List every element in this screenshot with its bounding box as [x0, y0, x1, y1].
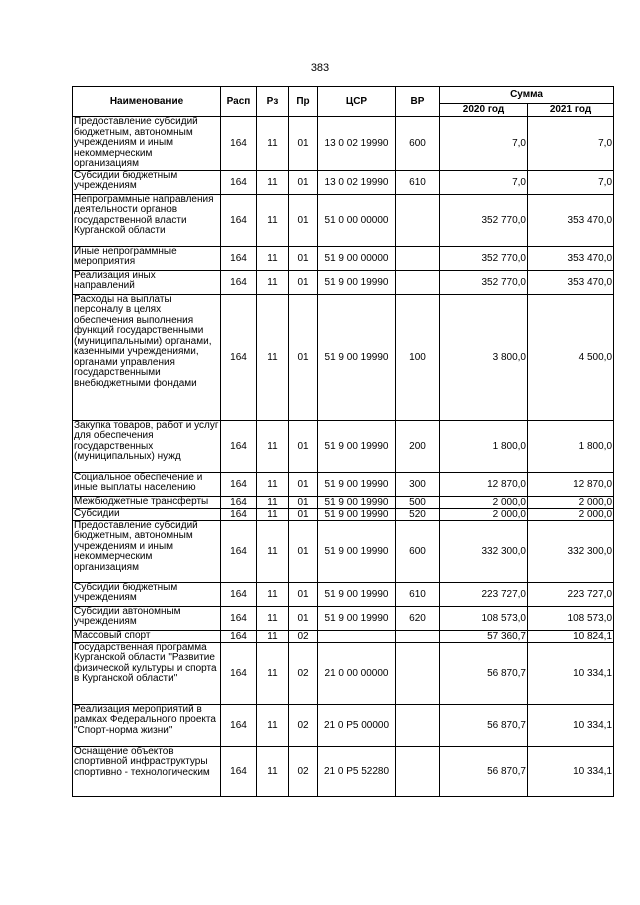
cell-vr: 610 [396, 582, 440, 606]
cell-rasp: 164 [221, 704, 257, 746]
cell-2021: 353 470,0 [528, 194, 614, 246]
header-2021: 2021 год [528, 104, 614, 117]
cell-csr: 51 9 00 19990 [318, 606, 396, 630]
cell-csr: 51 9 00 19990 [318, 520, 396, 582]
header-vr: ВР [396, 87, 440, 117]
cell-name: Предоставление субсидий бюджетным, автономным учреждениям и иным некоммерческим организациям [73, 117, 221, 171]
header-pr: Пр [289, 87, 318, 117]
cell-pr: 02 [289, 642, 318, 704]
cell-2020: 7,0 [440, 170, 528, 194]
cell-pr: 01 [289, 194, 318, 246]
cell-pr: 01 [289, 170, 318, 194]
cell-rz: 11 [257, 270, 289, 294]
cell-rasp: 164 [221, 170, 257, 194]
cell-pr: 01 [289, 472, 318, 496]
cell-rasp: 164 [221, 520, 257, 582]
cell-rz: 11 [257, 630, 289, 642]
cell-pr: 02 [289, 746, 318, 796]
cell-name: Социальное обеспечение и иные выплаты населению [73, 472, 221, 496]
cell-name: Закупка товаров, работ и услуг для обеспечения государственных (муниципальных) нужд [73, 420, 221, 472]
cell-csr: 51 9 00 19990 [318, 508, 396, 520]
cell-pr: 01 [289, 294, 318, 420]
cell-rasp: 164 [221, 246, 257, 270]
table-row [73, 472, 614, 496]
cell-2020: 332 300,0 [440, 520, 528, 582]
cell-2021: 7,0 [528, 170, 614, 194]
cell-csr: 51 0 00 00000 [318, 194, 396, 246]
cell-2020: 56 870,7 [440, 746, 528, 796]
cell-csr [318, 630, 396, 642]
cell-2021: 10 334,1 [528, 704, 614, 746]
cell-2020: 57 360,7 [440, 630, 528, 642]
cell-name: Государственная программа Курганской области "Развитие физической культуры и спорта в Курганской области" [73, 642, 221, 704]
table-row [73, 117, 614, 171]
header-rz: Рз [257, 87, 289, 117]
cell-pr: 01 [289, 117, 318, 171]
table-row [73, 582, 614, 606]
cell-name: Расходы на выплаты персоналу в целях обеспечения выполнения функций государственными (муниципальными) органами, казенными учреждениями, органами управления государственными внебюджетными фондами [73, 294, 221, 420]
cell-pr: 01 [289, 606, 318, 630]
cell-vr: 300 [396, 472, 440, 496]
cell-rz: 11 [257, 170, 289, 194]
cell-rasp: 164 [221, 606, 257, 630]
cell-csr: 51 9 00 19990 [318, 472, 396, 496]
cell-name: Субсидии бюджетным учреждениям [73, 582, 221, 606]
cell-rasp: 164 [221, 194, 257, 246]
cell-rasp: 164 [221, 294, 257, 420]
cell-name: Предоставление субсидий бюджетным, автономным учреждениям и иным некоммерческим организациям [73, 520, 221, 582]
cell-2020: 7,0 [440, 117, 528, 171]
cell-csr: 13 0 02 19990 [318, 117, 396, 171]
cell-2021: 2 000,0 [528, 496, 614, 508]
cell-pr: 01 [289, 508, 318, 520]
table-row [73, 194, 614, 246]
cell-rz: 11 [257, 117, 289, 171]
cell-rz: 11 [257, 606, 289, 630]
cell-2020: 1 800,0 [440, 420, 528, 472]
cell-rz: 11 [257, 294, 289, 420]
cell-pr: 01 [289, 420, 318, 472]
cell-csr: 51 9 00 00000 [318, 246, 396, 270]
cell-2021: 353 470,0 [528, 270, 614, 294]
cell-rz: 11 [257, 704, 289, 746]
cell-vr [396, 642, 440, 704]
cell-2020: 12 870,0 [440, 472, 528, 496]
cell-vr [396, 630, 440, 642]
cell-rz: 11 [257, 194, 289, 246]
cell-2021: 10 334,1 [528, 746, 614, 796]
cell-csr: 13 0 02 19990 [318, 170, 396, 194]
cell-rasp: 164 [221, 746, 257, 796]
cell-csr: 51 9 00 19990 [318, 420, 396, 472]
cell-rasp: 164 [221, 496, 257, 508]
header-csr: ЦСР [318, 87, 396, 117]
table-row [73, 294, 614, 420]
table-row [73, 704, 614, 746]
cell-vr: 520 [396, 508, 440, 520]
cell-rasp: 164 [221, 642, 257, 704]
cell-pr: 01 [289, 270, 318, 294]
cell-rz: 11 [257, 520, 289, 582]
cell-csr: 51 9 00 19990 [318, 294, 396, 420]
cell-2021: 10 824,1 [528, 630, 614, 642]
cell-pr: 01 [289, 582, 318, 606]
header-2020: 2020 год [440, 104, 528, 117]
table-row [73, 246, 614, 270]
cell-2020: 2 000,0 [440, 508, 528, 520]
cell-csr: 51 9 00 19990 [318, 496, 396, 508]
cell-2021: 10 334,1 [528, 642, 614, 704]
cell-pr: 02 [289, 630, 318, 642]
cell-2021: 108 573,0 [528, 606, 614, 630]
cell-vr [396, 194, 440, 246]
cell-pr: 01 [289, 520, 318, 582]
cell-pr: 02 [289, 704, 318, 746]
cell-vr [396, 270, 440, 294]
cell-vr [396, 704, 440, 746]
cell-rz: 11 [257, 582, 289, 606]
cell-rz: 11 [257, 472, 289, 496]
cell-2020: 352 770,0 [440, 270, 528, 294]
cell-2021: 4 500,0 [528, 294, 614, 420]
cell-vr: 100 [396, 294, 440, 420]
cell-rasp: 164 [221, 270, 257, 294]
cell-2021: 7,0 [528, 117, 614, 171]
cell-rasp: 164 [221, 630, 257, 642]
cell-rz: 11 [257, 246, 289, 270]
cell-csr: 51 9 00 19990 [318, 270, 396, 294]
cell-csr: 51 9 00 19990 [318, 582, 396, 606]
cell-name: Субсидии автономным учреждениям [73, 606, 221, 630]
table-row [73, 270, 614, 294]
cell-name: Непрограммные направления деятельности органов государственной власти Курганской области [73, 194, 221, 246]
cell-vr: 600 [396, 117, 440, 171]
cell-vr: 600 [396, 520, 440, 582]
cell-2020: 56 870,7 [440, 642, 528, 704]
cell-name: Иные непрограммные мероприятия [73, 246, 221, 270]
table-row [73, 630, 614, 642]
cell-2021: 1 800,0 [528, 420, 614, 472]
cell-csr: 21 0 00 00000 [318, 642, 396, 704]
header-rasp: Расп [221, 87, 257, 117]
cell-2020: 2 000,0 [440, 496, 528, 508]
cell-csr: 21 0 P5 00000 [318, 704, 396, 746]
cell-2021: 12 870,0 [528, 472, 614, 496]
cell-rasp: 164 [221, 508, 257, 520]
cell-2020: 352 770,0 [440, 194, 528, 246]
table-row [73, 642, 614, 704]
cell-name: Реализация иных направлений [73, 270, 221, 294]
cell-rz: 11 [257, 746, 289, 796]
cell-2021: 2 000,0 [528, 508, 614, 520]
cell-name: Субсидии бюджетным учреждениям [73, 170, 221, 194]
cell-name: Межбюджетные трансферты [73, 496, 221, 508]
cell-rz: 11 [257, 496, 289, 508]
header-name: Наименование [73, 87, 221, 117]
cell-pr: 01 [289, 246, 318, 270]
cell-vr: 610 [396, 170, 440, 194]
cell-2020: 56 870,7 [440, 704, 528, 746]
budget-table [72, 86, 614, 797]
cell-vr: 620 [396, 606, 440, 630]
cell-rasp: 164 [221, 582, 257, 606]
cell-vr: 500 [396, 496, 440, 508]
cell-2021: 332 300,0 [528, 520, 614, 582]
cell-name: Оснащение объектов спортивной инфраструктуры спортивно - технологическим [73, 746, 221, 796]
cell-name: Массовый спорт [73, 630, 221, 642]
table-row [73, 520, 614, 582]
cell-rasp: 164 [221, 117, 257, 171]
table-row [73, 746, 614, 796]
table-row [73, 420, 614, 472]
table-row [73, 496, 614, 508]
cell-2020: 3 800,0 [440, 294, 528, 420]
header-sum: Сумма [440, 87, 614, 104]
cell-rasp: 164 [221, 472, 257, 496]
table-row [73, 170, 614, 194]
cell-rz: 11 [257, 420, 289, 472]
cell-2021: 353 470,0 [528, 246, 614, 270]
cell-2020: 223 727,0 [440, 582, 528, 606]
cell-rz: 11 [257, 642, 289, 704]
cell-name: Субсидии [73, 508, 221, 520]
cell-vr: 200 [396, 420, 440, 472]
cell-name: Реализация мероприятий в рамках Федерального проекта "Спорт-норма жизни" [73, 704, 221, 746]
cell-pr: 01 [289, 496, 318, 508]
page-number: 383 [310, 62, 330, 74]
cell-vr [396, 246, 440, 270]
cell-vr [396, 746, 440, 796]
table-row [73, 508, 614, 520]
cell-2020: 352 770,0 [440, 246, 528, 270]
table-row [73, 606, 614, 630]
cell-2020: 108 573,0 [440, 606, 528, 630]
cell-2021: 223 727,0 [528, 582, 614, 606]
cell-rz: 11 [257, 508, 289, 520]
cell-csr: 21 0 P5 52280 [318, 746, 396, 796]
cell-rasp: 164 [221, 420, 257, 472]
